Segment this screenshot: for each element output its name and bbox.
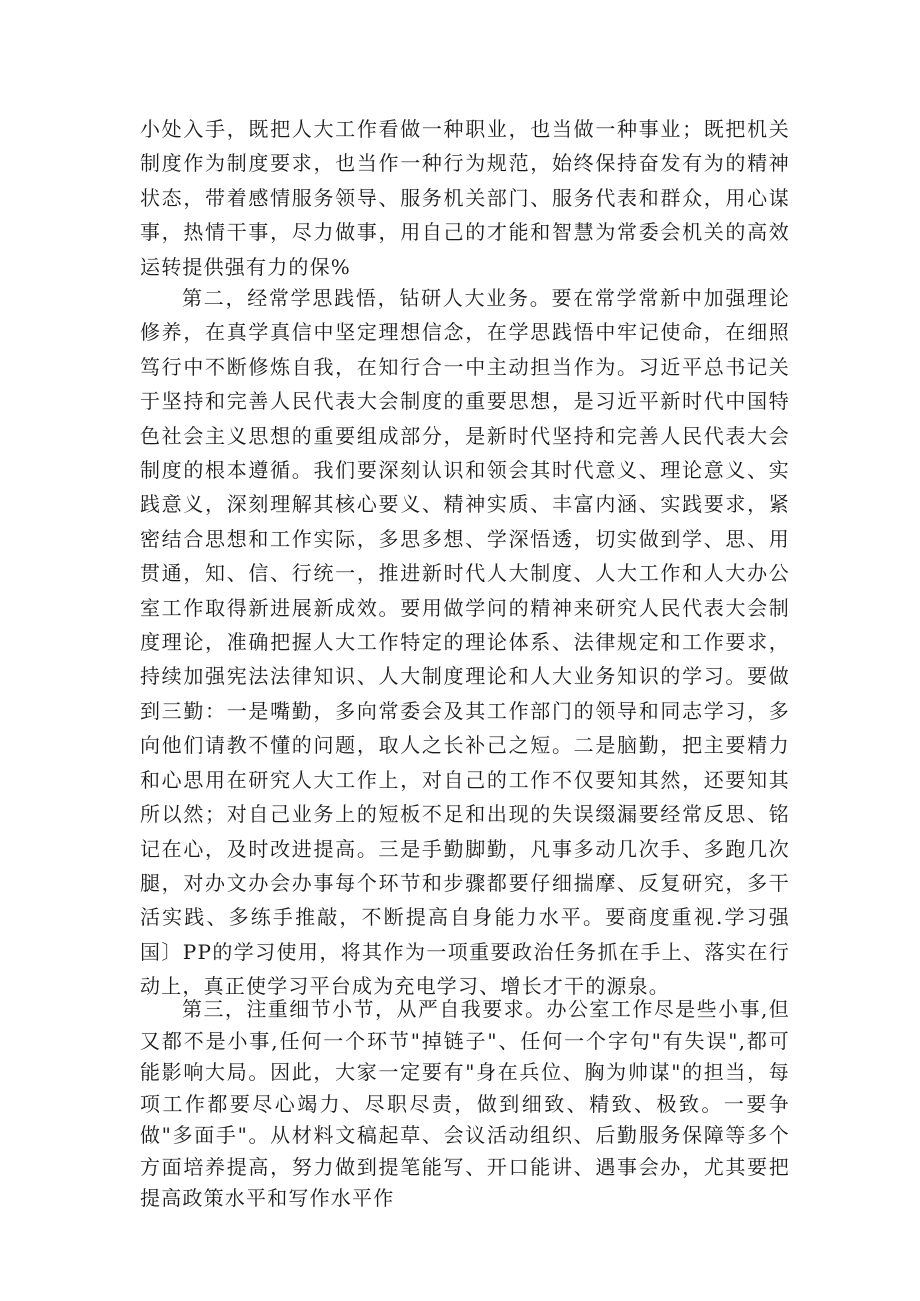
paragraph-continuation: 小处入手，既把人大工作看做一种职业，也当做一种事业；既把机关制度作为制度要求，也当作一种行为规范，始终保持奋发有为的精神状态，带着感情服务领导、服务机关部门、服务代表和群众，用心谋事，热情干事，尽力做事，用自己的才能和智慧为常委会机关的高效运转提供强有力的保% <box>140 117 790 279</box>
paragraph-second-point: 第二，经常学思践悟，钻研人大业务。要在常学常新中加强理论修养，在真学真信中坚定理想信念，在学思践悟中牢记使命，在细照笃行中不断修炼自我，在知行合一中主动担当作为。习近平总书记关于坚持和完善人民代表大会制度的重要思想，是习近平新时代中国特色社会主义思想的重要组成部分，是新时代坚持和完善人民代表大会制度的根本遵循。我们要深刻认识和领会其时代意义、理论意义、实践意义，深刻理解其核心要义、精神实质、丰富内涵、实践要求，紧密结合思想和工作实际，多思多想、学深悟透，切实做到学、思、用贯通，知、信、行统一，推进新时代人大制度、人大工作和人大办公室工作取得新进展新成效。要用做学问的精神来研究人民代表大会制度理论，准确把握人大工作特定的理论体系、法律规定和工作要求，持续加强宪法法律知识、人大制度理论和人大业务知识的学习。要做到三勤：一是嘴勤，多向常委会及其工作部门的领导和同志学习，多向他们请教不懂的问题，取人之长补己之短。二是脑勤，把主要精力和心思用在研究人大工作上，对自己的工作不仅要知其然，还要知其所以然；对自己业务上的短板不足和出现的失误缀漏要经常反思、铭记在心，及时改进提高。三是手勤脚勤，凡事多动几次手、多跑几次腿，对办文办会办事每个环节和步骤都要仔细揣摩、反复研究，多干活实践、多练手推敲，不断提高自身能力水平。要商度重视.学习强国〕PP的学习使用，将其作为一项重要政治任务抓在手上、落实在行动上，真正使学习平台成为充电学习、增长才干的源泉。 <box>140 286 790 999</box>
paragraph-third-point: 第三，注重细节小节，从严自我要求。办公室工作尽是些小事,但又都不是小事,任何一个环节"掉链子"、任何一个字句"有失误",都可能影响大局。因此，大家一定要有"身在兵位、胸为帅谋"的担当，每项工作都要尽心竭力、尽职尽责，做到细致、精致、极致。一要争做"多面手"。从材料文稿起草、会议活动组织、后勤服务保障等多个方面培养提高，努力做到提笔能写、开口能讲、遇事会办，尤其要把提高政策水平和写作水平作 <box>140 997 790 1210</box>
